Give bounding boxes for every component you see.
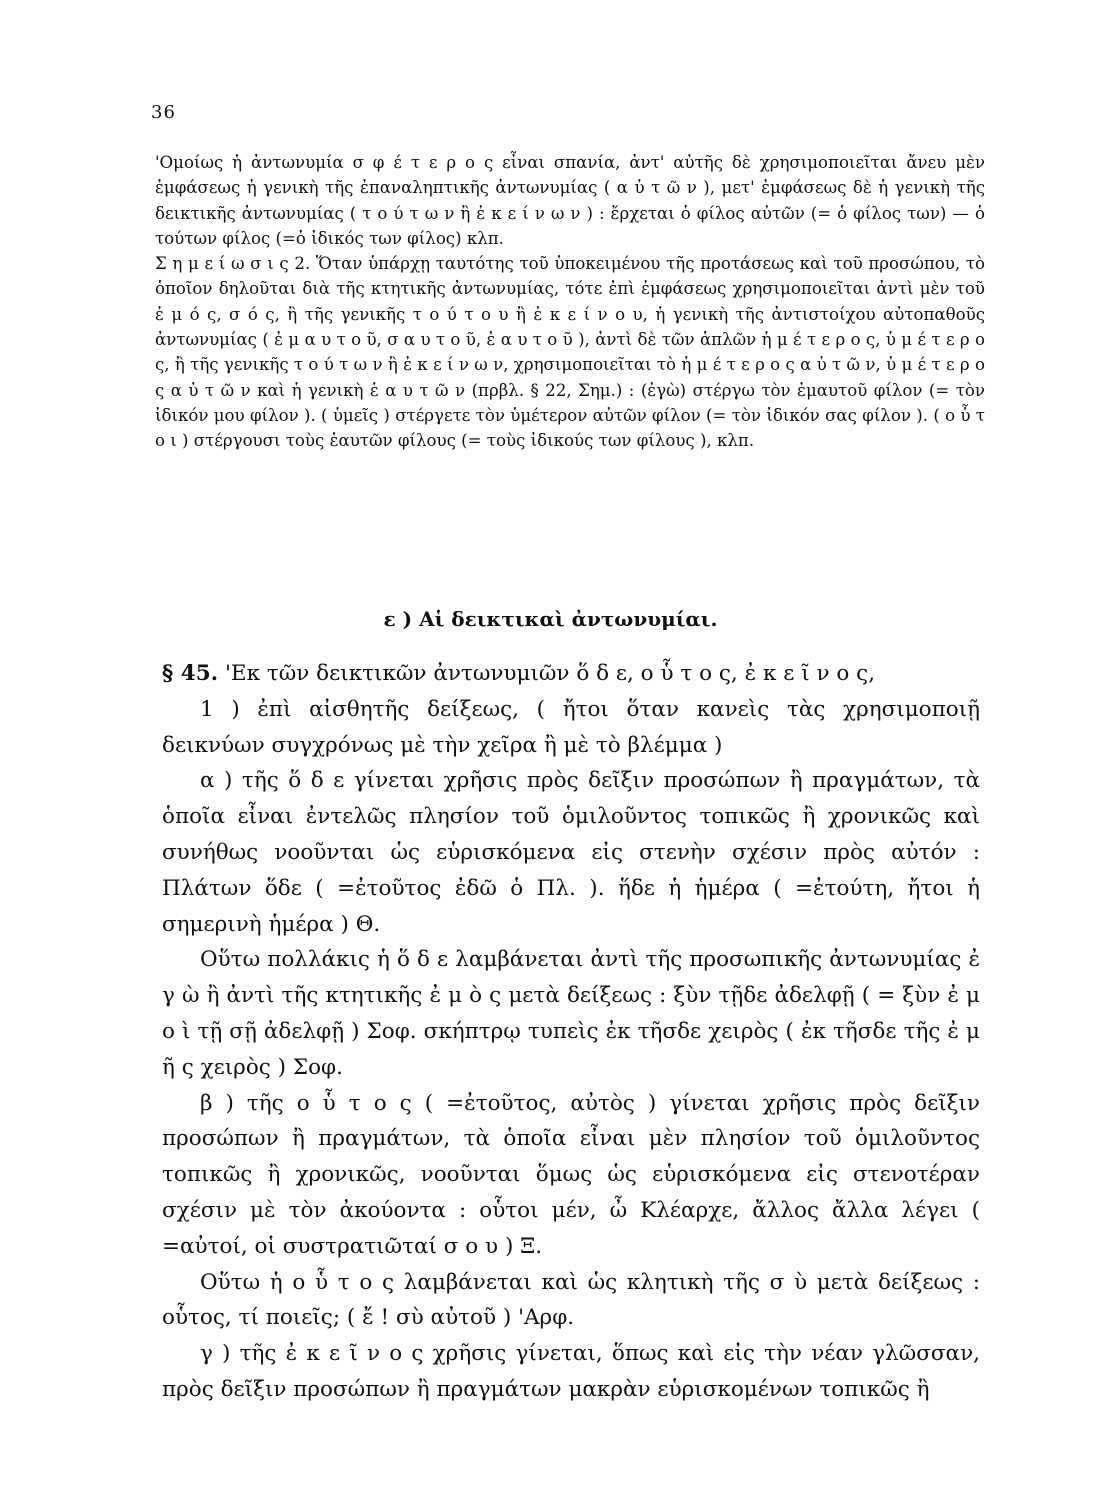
page-number: 36 bbox=[151, 102, 176, 123]
section-45-intro bbox=[162, 656, 980, 692]
note-block bbox=[155, 150, 985, 454]
paragraph-alpha: α ) τῆς ὅ δ ε γίνεται χρῆσις πρὸς δεῖξιν προσώπων ἢ πραγμάτων, τὰ ὁποῖα εἶναι ἐντελῶς πλησίον τοῦ ὁμιλοῦντος τοπικῶς ἢ χρονικῶς καὶ συνήθως νοοῦνται ὡς εὑρισκόμενα εἰς στενὴν σχέσιν πρὸς αὐτόν : Πλάτων ὅδε ( =ἐτοῦτος ἐδῶ ὁ Πλ. ). ἥδε ἡ ἡμέρα ( =ἐτούτη, ἤτοι ἡ σημερινὴ ἡμέρα ) Θ. bbox=[162, 768, 980, 937]
main-text bbox=[162, 656, 980, 1408]
paragraph-beta-note: Οὕτω ἡ ο ὗ τ ο ς λαμβάνεται καὶ ὡς κλητικὴ τῆς σ ὺ μετὰ δείξεως : οὗτος, τί ποιεῖς; ( ἔ ! σὺ αὐτοῦ ) 'Αρφ. bbox=[162, 1269, 980, 1331]
section-heading: ε ) Αἱ δεικτικαὶ ἀντωνυμίαι. bbox=[383, 607, 718, 631]
note-paragraph-2: Σ η μ ε ί ω σ ι ς 2. Ὅταν ὑπάρχῃ ταυτότης τοῦ ὑποκειμένου τῆς προτάσεως καὶ τοῦ προσώπου, τὸ ὁποῖον δηλοῦται διὰ τῆς κτητικῆς ἀντωνυμίας, τότε ἐπὶ ἐμφάσεως χρησιμοποιεῖται ἀντὶ μὲν τοῦ ἐ μ ό ς, σ ό ς, ἢ τῆς γενικῆς τ ο ύ τ ο υ ἢ ἐ κ ε ί ν ο υ, ἡ γενικὴ τῆς ἀντιστοίχου αὐτοπαθοῦς ἀντωνυμίας ( ἐ μ α υ τ ο ῦ, σ α υ τ ο ῦ, ἑ α υ τ ο ῦ ), ἀντὶ δὲ τῶν ἁπλῶν ἡ μ έ τ ε ρ ο ς, ὑ μ έ τ ε ρ ο ς, ἢ τῆς γενικῆς τ ο ύ τ ω ν ἢ ἐ κ ε ί ν ω ν, χρησιμοποιεῖται τὸ ἡ μ έ τ ε ρ ο ς α ὐ τ ῶ ν, ὑ μ έ τ ε ρ ο ς α ὐ τ ῶ ν καὶ ἡ γενικὴ ἑ α υ τ ῶ ν (πρβλ. § 22, Σημ.) : (ἐγὼ) στέργω τὸν ἐμαυτοῦ φίλον (= τὸν ἰδικόν μου φίλον ). ( ὑμεῖς ) στέργετε τὸν ὑμέτερον αὐτῶν φίλον (= τὸν ἰδικόν σας φίλον ). ( ο ὗ τ ο ι ) στέργουσι τοὺς ἑαυτῶν φίλους (= τοὺς ἰδικούς των φίλους ), κλπ. bbox=[155, 254, 985, 451]
section-intro-text: 'Εκ τῶν δεικτικῶν ἀντωνυμιῶν ὅ δ ε, ο ὗ τ ο ς, ἐ κ ε ῖ ν ο ς, bbox=[218, 661, 876, 686]
paragraph-beta: β ) τῆς ο ὗ τ ο ς ( =ἐτοῦτος, αὐτὸς ) γίνεται χρῆσις πρὸς δεῖξιν προσώπων ἢ πραγμάτων, τὰ ὁποῖα εἶναι μὲν πλησίον τοῦ ὁμιλοῦντος τοπικῶς ἢ χρονικῶς, νοοῦνται ὅμως ὡς εὑρισκόμενα εἰς στενοτέραν σχέσιν μὲ τὸν ἀκούοντα : οὗτοι μέν, ὦ Κλέαρχε, ἄλλος ἄλλα λέγει ( =αὐτοί, οἱ συστρατιῶταί σ ο υ ) Ξ. bbox=[162, 1090, 980, 1259]
section-number: § 45. bbox=[162, 661, 219, 686]
note-paragraph-1: 'Ομοίως ἡ ἀντωνυμία σ φ έ τ ε ρ ο ς εἶναι σπανία, ἀντ' αὐτῆς δὲ χρησιμοποιεῖται ἄνευ μὲν ἐμφάσεως ἡ γενικὴ τῆς ἐπαναληπτικῆς ἀντωνυμίας ( α ὐ τ ῶ ν ), μετ' ἐμφάσεως δὲ ἡ γενικὴ τῆς δεικτικῆς ἀντωνυμίας ( τ ο ύ τ ω ν ἢ ἐ κ ε ί ν ω ν ) : ἔρχεται ὁ φίλος αὐτῶν (= ὁ φίλος των) — ὁ τούτων φίλος (=ὁ ἰδικός των φίλος) κλπ. bbox=[155, 153, 985, 248]
paragraph-1: 1 ) ἐπὶ αἰσθητῆς δείξεως, ( ἤτοι ὅταν κανεὶς τὰς χρησιμοποιῇ δεικνύων συγχρόνως μὲ τὴν χεῖρα ἢ μὲ τὸ βλέμμα ) bbox=[162, 696, 980, 758]
paragraph-alpha-note: Οὕτω πολλάκις ἡ ὅ δ ε λαμβάνεται ἀντὶ τῆς προσωπικῆς ἀντωνυμίας ἐ γ ὼ ἢ ἀντὶ τῆς κτητικῆς ἐ μ ὸ ς μετὰ δείξεως : ξὺν τῇδε ἀδελφῇ ( = ξὺν ἐ μ ο ὶ τῇ σῇ ἀδελφῇ ) Σοφ. σκήπτρῳ τυπεὶς ἐκ τῆσδε χειρὸς ( ἐκ τῆσδε τῆς ἐ μ ῆ ς χειρὸς ) Σοφ. bbox=[162, 947, 980, 1080]
paragraph-gamma: γ ) τῆς ἐ κ ε ῖ ν ο ς χρῆσις γίνεται, ὅπως καὶ εἰς τὴν νέαν γλῶσσαν, πρὸς δεῖξιν προσώπων ἢ πραγμάτων μακρὰν εὑρισκομένων τοπικῶς ἢ bbox=[162, 1341, 980, 1402]
